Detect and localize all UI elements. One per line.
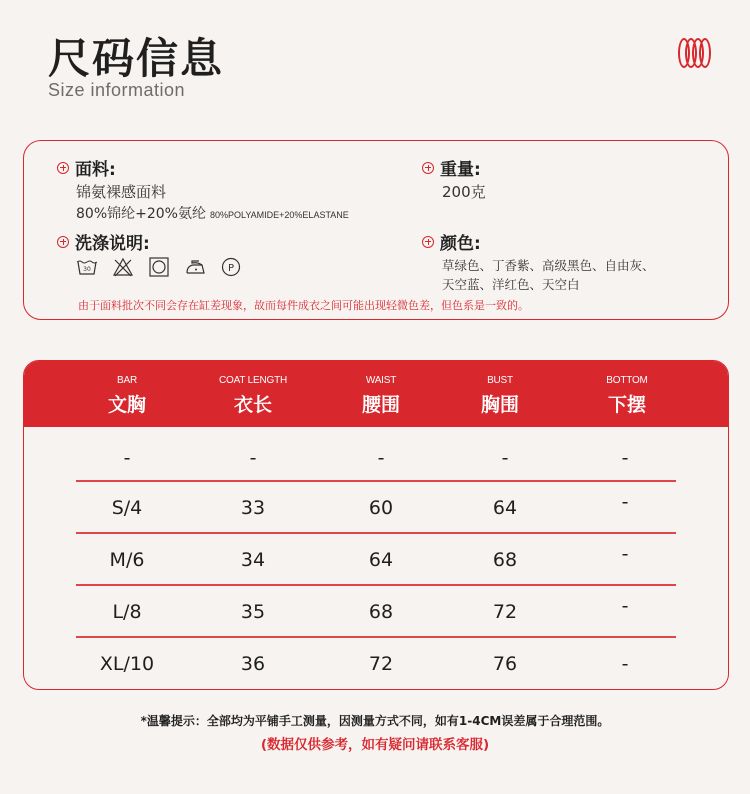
care-label — [57, 229, 150, 254]
cell-bar: L/8 — [112, 601, 142, 623]
size-table — [23, 360, 729, 690]
color-line-2: 天空蓝、洋红色、天空白 — [442, 277, 580, 292]
no-bleach-icon — [112, 257, 134, 277]
cell-bar: XL/10 — [99, 653, 155, 675]
dry-clean-p-icon — [220, 257, 242, 277]
header-zh: 下摆 — [607, 394, 646, 416]
weight-label-text: 重量: — [440, 160, 481, 180]
rings-decoration-icon — [678, 38, 712, 68]
color-notice: 由于面料批次不同会存在缸差现象，故而每件成衣之间可能出现轻微色差，但色系是一致的。 — [78, 299, 529, 312]
cell-coat-length: - — [249, 447, 257, 469]
cell-bottom: - — [621, 543, 629, 565]
care-label-text: 洗涤说明: — [75, 234, 150, 254]
header-zh: 腰围 — [361, 394, 400, 416]
header-zh: 胸围 — [480, 394, 519, 416]
color-list — [442, 256, 702, 294]
color-line-1: 草绿色、丁香紫、高级黑色、自由灰、 — [442, 258, 655, 273]
table-row — [24, 595, 728, 651]
header-en: WAIST — [365, 375, 397, 386]
page-subtitle: Size information — [48, 80, 186, 100]
cell-bar: S/4 — [111, 497, 143, 519]
header-coat-length — [193, 361, 313, 417]
cell-waist: 72 — [368, 653, 394, 675]
cell-coat-length: 36 — [240, 653, 266, 675]
row-divider — [76, 480, 676, 482]
care-icons — [76, 257, 242, 277]
header-zh: 文胸 — [107, 394, 146, 416]
header-bust — [440, 361, 560, 417]
fabric-label-text: 面料: — [75, 160, 116, 180]
color-label — [422, 229, 481, 254]
cell-waist: 64 — [368, 549, 394, 571]
cell-bottom: - — [621, 447, 629, 469]
iron-low-icon — [184, 257, 206, 277]
cell-bar: M/6 — [109, 549, 145, 571]
table-row — [24, 491, 728, 547]
svg-text:30: 30 — [83, 266, 91, 273]
color-label-text: 颜色: — [440, 234, 481, 254]
wash-30-icon — [76, 257, 98, 277]
fabric-label — [57, 155, 116, 180]
cell-bust: 76 — [492, 653, 518, 675]
cell-coat-length: 34 — [240, 549, 266, 571]
plus-circle-icon — [57, 162, 69, 174]
fabric-composition — [76, 203, 349, 223]
cell-bottom: - — [621, 653, 629, 675]
fabric-composition-zh: 80%锦纶+20%氨纶 — [76, 206, 206, 222]
fabric-composition-en: 80%POLYAMIDE+20%ELASTANE — [209, 210, 349, 220]
cell-bust: 64 — [492, 497, 518, 519]
header-zh: 衣长 — [233, 394, 272, 416]
svg-text:P: P — [227, 263, 235, 274]
header-en: BUST — [487, 375, 513, 386]
row-divider — [76, 532, 676, 534]
header-en: BOTTOM — [606, 375, 648, 386]
header-en: COAT LENGTH — [219, 375, 287, 386]
cell-waist: 60 — [368, 497, 394, 519]
reference-note: (数据仅供参考，如有疑问请联系客服) — [260, 737, 490, 753]
tumble-dry-icon — [148, 257, 170, 277]
row-divider — [76, 584, 676, 586]
table-row — [24, 543, 728, 599]
cell-bar: - — [123, 447, 131, 469]
weight-label — [422, 155, 481, 180]
row-divider — [76, 636, 676, 638]
cell-bust: - — [501, 447, 509, 469]
measurement-tip: *温馨提示：全部均为平铺手工测量，因测量方式不同，如有1-4CM误差属于合理范围。 — [140, 714, 610, 728]
cell-coat-length: 35 — [240, 601, 266, 623]
table-row — [24, 447, 728, 497]
plus-circle-icon — [57, 236, 69, 248]
cell-bust: 72 — [492, 601, 518, 623]
weight-value: 200克 — [442, 183, 486, 201]
header-bottom — [567, 361, 687, 417]
table-row — [24, 653, 728, 690]
plus-circle-icon — [422, 236, 434, 248]
cell-bust: 68 — [492, 549, 518, 571]
fabric-info-panel — [23, 140, 729, 320]
cell-bottom: - — [621, 595, 629, 617]
header-bar — [67, 361, 187, 417]
cell-coat-length: 33 — [240, 497, 266, 519]
fabric-name: 锦氨裸感面料 — [76, 183, 167, 201]
cell-waist: 68 — [368, 601, 394, 623]
cell-waist: - — [377, 447, 385, 469]
header-waist — [321, 361, 441, 417]
size-table-header — [24, 361, 728, 427]
plus-circle-icon — [422, 162, 434, 174]
header-en: BAR — [117, 375, 137, 386]
page-title: 尺码信息 — [48, 34, 225, 83]
cell-bottom: - — [621, 491, 629, 513]
